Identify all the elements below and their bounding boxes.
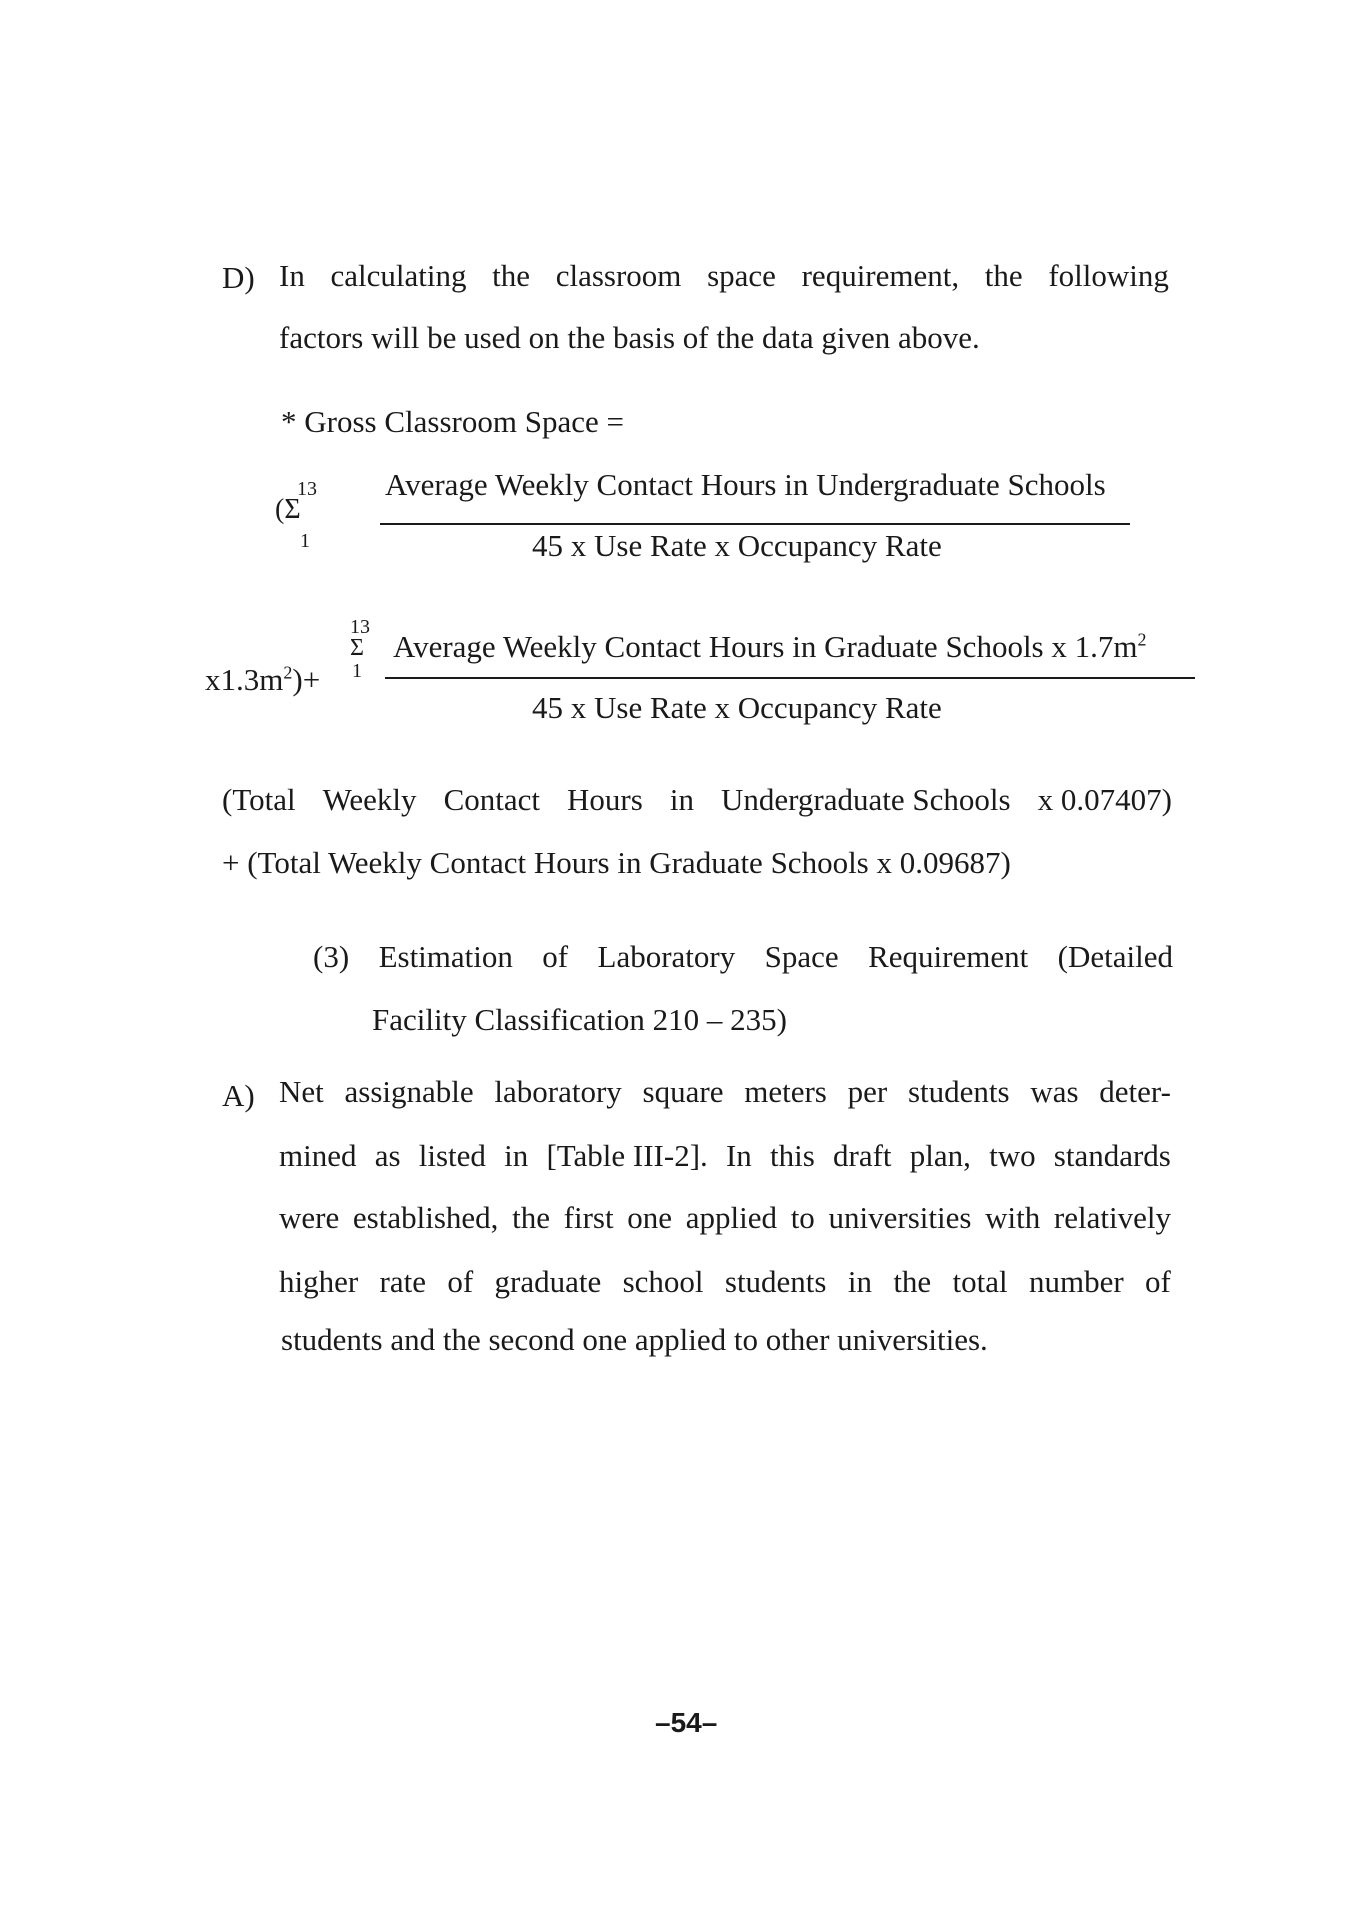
word: one bbox=[627, 1200, 673, 1235]
word: x 0.07407) bbox=[1037, 782, 1172, 817]
word: Net bbox=[279, 1074, 324, 1109]
word: square bbox=[642, 1074, 724, 1109]
result-line-2: + (Total Weekly Contact Hours in Graduate Schools x 0.09687) bbox=[222, 845, 1011, 880]
formula-intro: * Gross Classroom Space = bbox=[281, 404, 624, 439]
numerator-graduate bbox=[393, 627, 1146, 667]
word: in bbox=[669, 782, 694, 817]
section-d-line-2: factors will be used on the basis of the data given above. bbox=[279, 320, 980, 355]
word: was bbox=[1030, 1074, 1079, 1109]
word: assignable bbox=[344, 1074, 474, 1109]
word: (3) bbox=[313, 939, 350, 974]
word: (Total bbox=[222, 782, 296, 817]
word: to bbox=[790, 1200, 815, 1235]
word: Undergraduate Schools bbox=[721, 782, 1011, 817]
word: Laboratory bbox=[597, 939, 736, 974]
word: Hours bbox=[567, 782, 643, 817]
word: in bbox=[504, 1138, 529, 1173]
sum1-upper-limit: 13 bbox=[297, 478, 317, 500]
superscript: 2 bbox=[283, 662, 293, 683]
word: the bbox=[984, 258, 1023, 293]
result-line-1 bbox=[222, 780, 1172, 820]
subsection-heading-line-1 bbox=[313, 937, 1173, 977]
sum2-sigma: Σ bbox=[350, 635, 364, 661]
word: of bbox=[1145, 1264, 1171, 1299]
section-a-label: A) bbox=[222, 1078, 255, 1113]
sum2-lower-limit: 1 bbox=[352, 660, 362, 682]
page-number: –54– bbox=[655, 1707, 718, 1738]
word: listed bbox=[418, 1138, 486, 1173]
word: applied bbox=[685, 1200, 777, 1235]
section-d-label: D) bbox=[222, 260, 255, 295]
word: deter- bbox=[1099, 1074, 1171, 1109]
word: Estimation bbox=[378, 939, 513, 974]
section-a-line-3 bbox=[279, 1198, 1171, 1238]
numerator-graduate-text: Average Weekly Contact Hours in Graduate Schools x 1.7m bbox=[393, 629, 1138, 664]
word: established, bbox=[352, 1200, 499, 1235]
word: school bbox=[622, 1264, 704, 1299]
word: as bbox=[374, 1138, 401, 1173]
word: relatively bbox=[1053, 1200, 1171, 1235]
word: rate bbox=[379, 1264, 427, 1299]
word: (Detailed bbox=[1057, 939, 1173, 974]
superscript: 2 bbox=[1137, 629, 1147, 650]
section-a-line-5: students and the second one applied to other universities. bbox=[281, 1322, 988, 1357]
word: following bbox=[1048, 258, 1169, 293]
sum1-lower-limit: 1 bbox=[300, 530, 310, 552]
denominator-2: 45 x Use Rate x Occupancy Rate bbox=[532, 690, 942, 725]
word: of bbox=[542, 939, 569, 974]
word: of bbox=[447, 1264, 474, 1299]
word: meters bbox=[744, 1074, 827, 1109]
word: standards bbox=[1053, 1138, 1171, 1173]
word: laboratory bbox=[494, 1074, 622, 1109]
word: [Table III-2]. bbox=[546, 1138, 708, 1173]
word: plan, bbox=[909, 1138, 971, 1173]
fraction-bar-2 bbox=[385, 677, 1195, 679]
word: higher bbox=[279, 1264, 359, 1299]
word: Space bbox=[764, 939, 839, 974]
word: total bbox=[952, 1264, 1008, 1299]
word: graduate bbox=[494, 1264, 602, 1299]
word: in bbox=[847, 1264, 872, 1299]
section-a-line-1 bbox=[279, 1072, 1171, 1112]
word: space bbox=[707, 258, 776, 293]
prefix-text: x1.3m bbox=[205, 662, 284, 697]
word: first bbox=[563, 1200, 614, 1235]
sum2-upper-limit: 13 bbox=[350, 616, 370, 638]
word: per bbox=[847, 1074, 888, 1109]
word: mined bbox=[279, 1138, 357, 1173]
word: In bbox=[725, 1138, 752, 1173]
word: the bbox=[512, 1200, 550, 1235]
word: this bbox=[770, 1138, 815, 1173]
word: universities bbox=[828, 1200, 972, 1235]
subsection-heading-line-2: Facility Classification 210 – 235) bbox=[372, 1002, 788, 1037]
multiplier-prefix bbox=[205, 660, 320, 700]
word: with bbox=[985, 1200, 1041, 1235]
section-a-line-2 bbox=[279, 1136, 1171, 1176]
word: number bbox=[1028, 1264, 1124, 1299]
word: calculating bbox=[330, 258, 467, 293]
word: Weekly bbox=[322, 782, 417, 817]
word: Requirement bbox=[868, 939, 1029, 974]
word: draft bbox=[833, 1138, 892, 1173]
section-d-line-1 bbox=[279, 256, 1169, 296]
word: Contact bbox=[443, 782, 540, 817]
denominator-1: 45 x Use Rate x Occupancy Rate bbox=[532, 528, 942, 563]
word: the bbox=[893, 1264, 932, 1299]
word: classroom bbox=[555, 258, 682, 293]
fraction-bar-1 bbox=[380, 523, 1130, 525]
word: the bbox=[492, 258, 531, 293]
numerator-undergraduate: Average Weekly Contact Hours in Undergraduate Schools bbox=[385, 467, 1106, 502]
word: students bbox=[907, 1074, 1010, 1109]
word: students bbox=[724, 1264, 827, 1299]
word: requirement, bbox=[801, 258, 960, 293]
word: In bbox=[279, 258, 305, 293]
section-a-line-4 bbox=[279, 1262, 1171, 1302]
sum1-sigma: (Σ bbox=[275, 494, 301, 525]
prefix-tail: )+ bbox=[292, 662, 321, 697]
word: two bbox=[989, 1138, 1036, 1173]
word: were bbox=[279, 1200, 340, 1235]
